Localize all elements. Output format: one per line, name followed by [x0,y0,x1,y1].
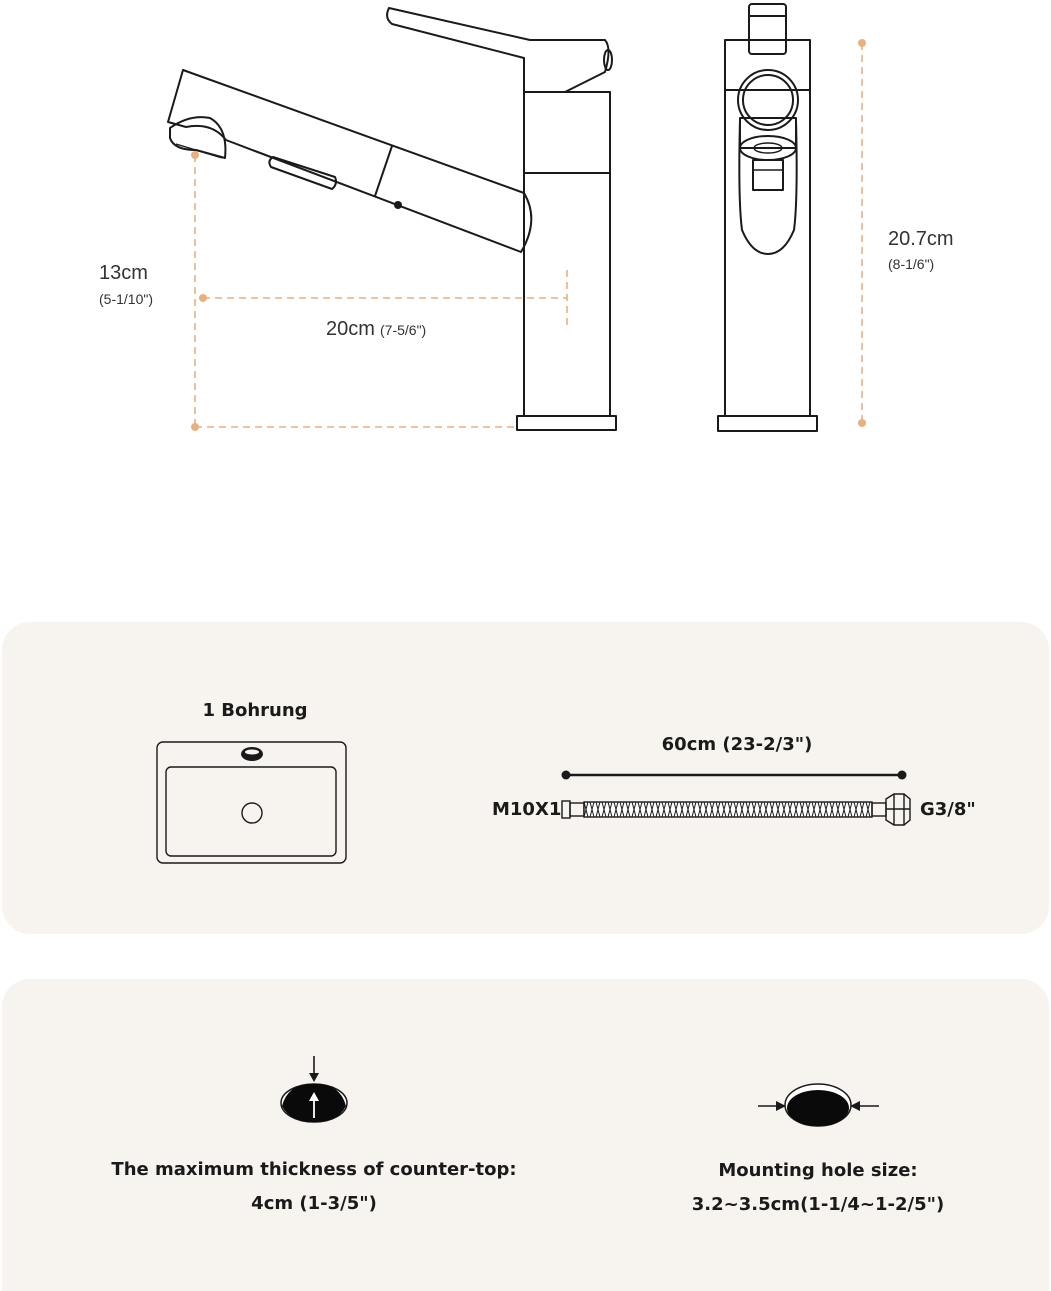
faucet-front-view [718,4,817,431]
holes-label: 1 Bohrung [202,700,308,721]
thickness-value: 4cm (1-3/5") [251,1193,377,1214]
reach-label: 20cm [326,318,375,340]
height-label: 13cm [99,262,148,284]
thickness-caption: The maximum thickness of counter-top: [111,1159,517,1180]
faucet-spout [168,70,531,252]
height-inch-label: (5-1/10") [99,291,153,307]
faucet-lever [387,8,608,92]
hose-length-label: 60cm (23-2/3") [661,734,813,755]
installation-panel [2,622,1049,934]
total-height-label: 20.7cm [888,228,954,250]
spray-head [170,117,225,158]
hole-value: 3.2~3.5cm(1-1/4~1-2/5") [691,1194,945,1215]
hose-right-connector-label: G3/8" [920,799,976,820]
faucet-body [524,92,610,416]
reach-dimension [326,318,426,341]
hose-left-connector-label: M10X1 [492,799,562,820]
counter-panel [2,979,1049,1291]
faucet-side-view [168,8,616,430]
spout-button [269,157,336,189]
faucet-base [517,416,616,430]
hole-caption: Mounting hole size: [718,1160,918,1181]
total-height-inch-label: (8-1/6") [888,256,935,272]
reach-inch-label: (7-5/6") [380,322,427,338]
